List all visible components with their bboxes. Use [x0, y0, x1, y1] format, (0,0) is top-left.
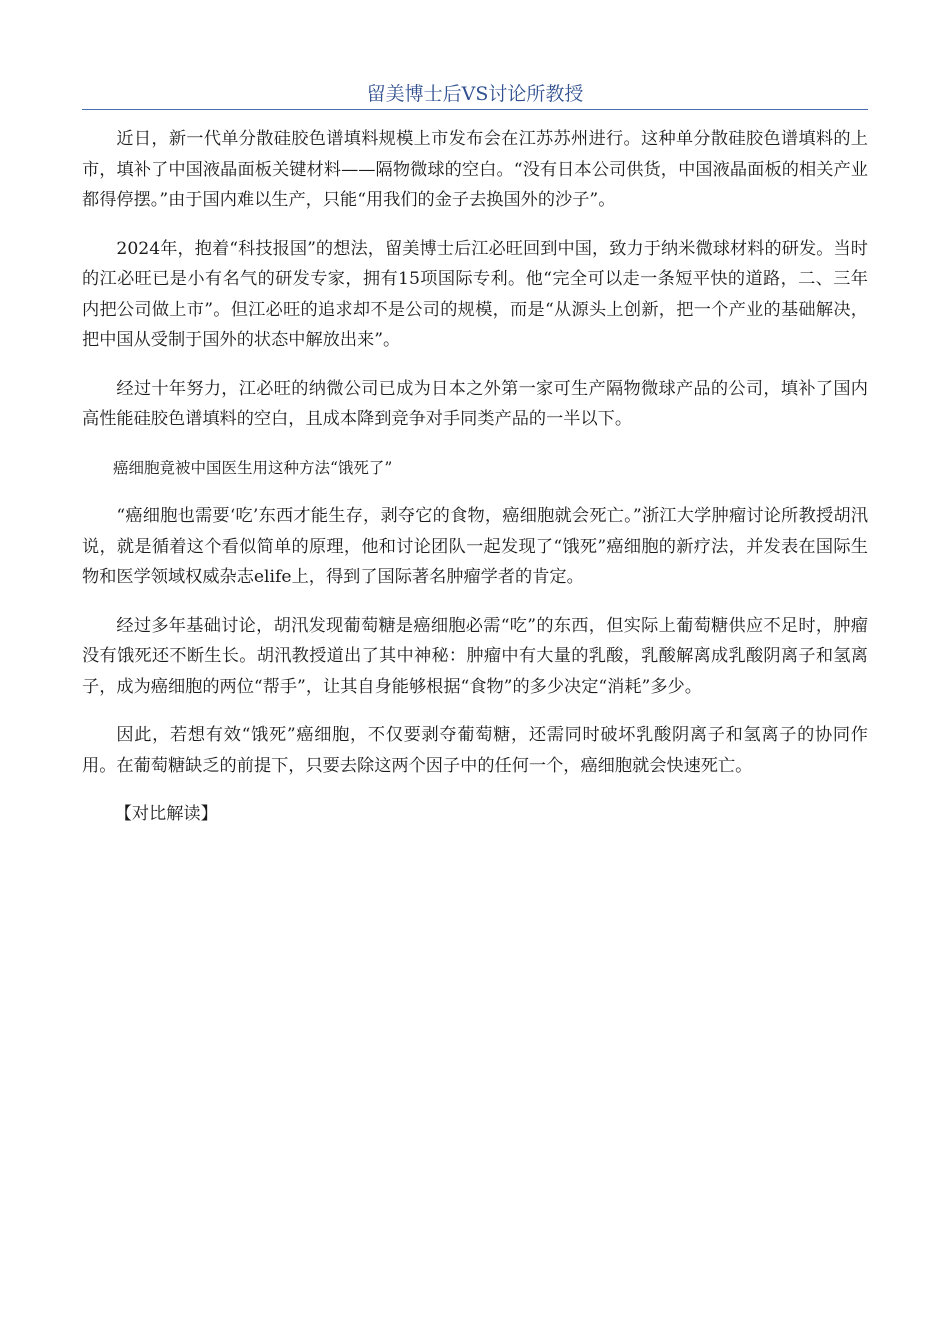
page-title: 留美博士后VS讨论所教授	[82, 80, 868, 110]
paragraph: 近日，新一代单分散硅胶色谱填料规模上市发布会在江苏苏州进行。这种单分散硅胶色谱填料的上市，填补了中国液晶面板关键材料——隔物微球的空白。“没有日本公司供货，中国液晶面板的相关产业都得停摆。”由于国内难以生产，只能“用我们的金子去换国外的沙子”。	[82, 129, 868, 210]
paragraph: 2024年，抱着“科技报国”的想法，留美博士后江必旺回到中国，致力于纳米微球材料的研发。当时的江必旺已是小有名气的研发专家，拥有15项国际专利。他“完全可以走一条短平快的道路，二、三年内把公司做上市”。但江必旺的追求却不是公司的规模，而是“从源头上创新，把一个产业的基础解决，把中国从受制于国外的状态中解放出来”。	[82, 238, 868, 350]
paragraph: 因此，若想有效“饿死”癌细胞，不仅要剥夺葡萄糖，还需同时破坏乳酸阴离子和氢离子的协同作用。在葡萄糖缺乏的前提下，只要去除这两个因子中的任何一个，癌细胞就会快速死亡。	[82, 725, 868, 776]
document-body	[82, 124, 868, 848]
paragraph: 经过多年基础讨论，胡汛发现葡萄糖是癌细胞必需“吃”的东西，但实际上葡萄糖供应不足时，肿瘤没有饿死还不断生长。胡汛教授道出了其中神秘：肿瘤中有大量的乳酸，乳酸解离成乳酸阴离子和氢离子，成为癌细胞的两位“帮手”，让其自身能够根据“食物”的多少决定“消耗”多少。	[82, 615, 868, 697]
paragraph: 经过十年努力，江必旺的纳微公司已成为日本之外第一家可生产隔物微球产品的公司，填补了国内高性能硅胶色谱填料的空白，且成本降到竞争对手同类产品的一半以下。	[82, 378, 868, 429]
section-label: 【对比解读】	[114, 804, 218, 824]
paragraph: “癌细胞也需要‘吃’东西才能生存，剥夺它的食物，癌细胞就会死亡。”浙江大学肿瘤讨论所教授胡汛说，就是循着这个看似简单的原理，他和讨论团队一起发现了“饿死”癌细胞的新疗法，并发表在国际生物和医学领域权威杂志elife上，得到了国际著名肿瘤学者的肯定。	[82, 506, 868, 587]
section-subheading: 癌细胞竟被中国医生用这种方法“饿死了”	[113, 458, 393, 477]
